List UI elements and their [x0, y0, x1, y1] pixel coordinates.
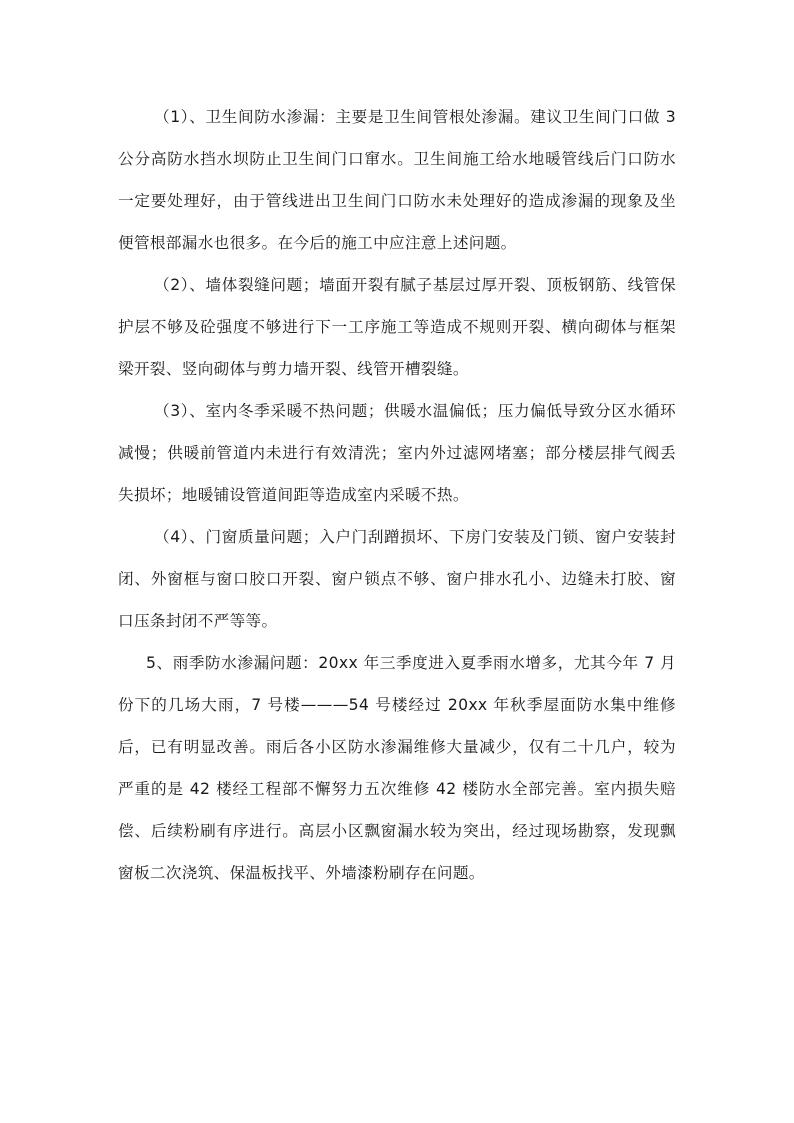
paragraph-window-door-quality: （4）、门窗质量问题；入户门刮蹭损坏、下房门安装及门锁、窗户安装封闭、外窗框与窗口胶口开裂、窗户锁点不够、窗户排水孔小、边缝未打胶、窗口压条封闭不严等等。 — [118, 528, 676, 630]
paragraph-rainy-season-leakage: 5、雨季防水渗漏问题：20xx 年三季度进入夏季雨水增多，尤其今年 7 月份下的几场大雨，7 号楼———54 号楼经过 20xx 年秋季屋面防水集中维修后，已有明显改善。雨后各小区防水渗漏维修大量减少，仅有二十几户，较为严重的是 42 楼经工程部不懈努力五次维修 42 楼防水全部完善。室内损失赔偿、后续粉刷有序进行。高层小区飘窗漏水较为突出，经过现场勘察，发现飘窗板二次浇筑、保温板找平、外墙漆粉刷存在问题。 — [118, 654, 676, 882]
document-body — [118, 96, 676, 894]
paragraph-heating-issues: （3）、室内冬季采暖不热问题；供暖水温偏低；压力偏低导致分区水循环减慢；供暖前管道内未进行有效清洗；室内外过滤网堵塞；部分楼层排气阀丢失损坏；地暖铺设管道间距等造成室内采暖不热。 — [118, 402, 676, 504]
paragraph-wall-cracks: （2）、墙体裂缝问题；墙面开裂有腻子基层过厚开裂、顶板钢筋、线管保护层不够及砼强度不够进行下一工序施工等造成不规则开裂、横向砌体与框架梁开裂、竖向砌体与剪力墙开裂、线管开槽裂缝。 — [118, 276, 676, 378]
paragraph-bathroom-leakage: （1）、卫生间防水渗漏：主要是卫生间管根处渗漏。建议卫生间门口做 3 公分高防水挡水坝防止卫生间门口窜水。卫生间施工给水地暖管线后门口防水一定要处理好，由于管线进出卫生间门口防水未处理好的造成渗漏的现象及坐便管根部漏水也很多。在今后的施工中应注意上述问题。 — [118, 108, 676, 252]
